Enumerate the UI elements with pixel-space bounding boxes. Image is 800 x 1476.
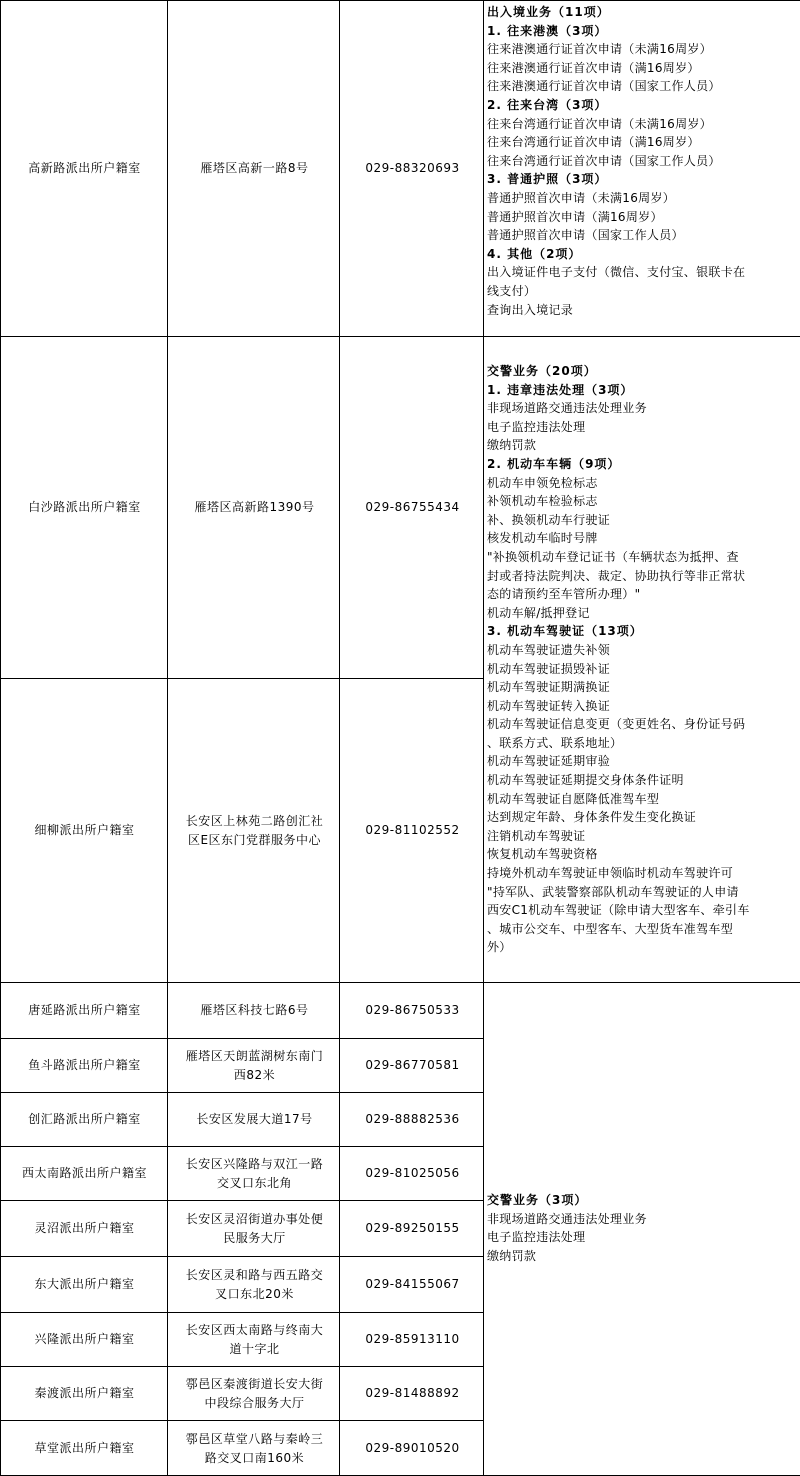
- address-cell: 长安区灵沼街道办事处便 民服务大厅: [185, 1211, 324, 1245]
- address-cell: 长安区灵和路与西五路交 叉口东北20米: [185, 1267, 324, 1301]
- address-cell: 雁塔区科技七路6号: [200, 1003, 309, 1017]
- service-item: 缴纳罚款: [487, 438, 537, 453]
- address-cell: 雁塔区天朗蓝湖树东南门 西82米: [185, 1048, 324, 1082]
- service-heading: 1. 违章违法处理（3项）: [487, 382, 634, 397]
- phone-cell: 029-86770581: [365, 1058, 460, 1072]
- service-item: 机动车驾驶证期满换证: [487, 680, 611, 695]
- service-item: 线支付）: [487, 283, 537, 298]
- station-name-cell: 兴隆派出所户籍室: [34, 1332, 135, 1346]
- service-item: 达到规定年龄、身体条件发生变化换证: [487, 810, 697, 825]
- address-cell: 长安区上林苑二路创汇社 区E区东门党群服务中心: [185, 813, 324, 847]
- service-item: 非现场道路交通违法处理业务: [487, 401, 647, 416]
- address-cell: 长安区发展大道17号: [196, 1112, 313, 1126]
- address-cell: 鄠邑区草堂八路与秦岭三 路交叉口南160米: [185, 1431, 324, 1465]
- service-item: 机动车驾驶证自愿降低准驾车型: [487, 791, 660, 806]
- station-name-cell: 灵沼派出所户籍室: [34, 1221, 135, 1235]
- service-item: "持军队、武装警察部队机动车驾驶证的人申请: [487, 884, 739, 899]
- service-item: 注销机动车驾驶证: [487, 828, 586, 843]
- service-item: 普通护照首次申请（未满16周岁）: [487, 190, 676, 205]
- phone-cell: 029-89010520: [365, 1441, 460, 1455]
- service-item: 往来台湾通行证首次申请（国家工作人员）: [487, 153, 721, 168]
- table-border: [484, 982, 800, 983]
- service-item: 非现场道路交通违法处理业务: [487, 1211, 647, 1226]
- service-item: 机动车驾驶证损毁补证: [487, 661, 611, 676]
- service-item: 出入境证件电子支付（微信、支付宝、银联卡在: [487, 265, 746, 280]
- address-cell: 长安区西太南路与终南大 道十字北: [185, 1322, 324, 1356]
- service-heading: 1. 往来港澳（3项）: [487, 23, 608, 38]
- traffic-police-services: [487, 362, 750, 957]
- service-item: 机动车驾驶证延期审验: [487, 754, 611, 769]
- service-heading: 出入境业务（11项）: [487, 5, 610, 19]
- service-item: 、联系方式、联系地址）: [487, 735, 623, 750]
- phone-cell: 029-86750533: [365, 1003, 460, 1017]
- service-item: 查询出入境记录: [487, 302, 574, 317]
- station-name-cell: 西太南路派出所户籍室: [21, 1166, 147, 1180]
- station-name-cell: 唐延路派出所户籍室: [28, 1003, 141, 1017]
- traffic-police-basic-services: [487, 1191, 647, 1265]
- phone-cell: 029-88320693: [365, 161, 460, 175]
- service-item: 电子监控违法处理: [487, 419, 586, 434]
- service-item: 往来港澳通行证首次申请（满16周岁）: [487, 60, 700, 75]
- table-border: [484, 336, 800, 337]
- station-name-cell: 白沙路派出所户籍室: [28, 500, 141, 514]
- service-heading: 2. 机动车车辆（9项）: [487, 456, 621, 471]
- phone-cell: 029-88882536: [365, 1112, 460, 1126]
- station-name-cell: 高新路派出所户籍室: [28, 161, 141, 175]
- service-item: 机动车驾驶证转入换证: [487, 698, 611, 713]
- station-name-cell: 草堂派出所户籍室: [34, 1441, 135, 1455]
- station-name-cell: 秦渡派出所户籍室: [34, 1386, 135, 1400]
- phone-cell: 029-81102552: [365, 823, 460, 837]
- station-name-cell: 鱼斗路派出所户籍室: [28, 1058, 141, 1072]
- service-heading: 4. 其他（2项）: [487, 246, 582, 261]
- station-name-cell: 创汇路派出所户籍室: [28, 1112, 141, 1126]
- service-item: 持境外机动车驾驶证申领临时机动车驾驶许可: [487, 866, 734, 881]
- service-item: "补换领机动车登记证书（车辆状态为抵押、查: [487, 549, 739, 564]
- address-cell: 鄠邑区秦渡街道长安大街 中段综合服务大厅: [185, 1376, 324, 1410]
- service-item: 缴纳罚款: [487, 1248, 537, 1263]
- service-item: 往来台湾通行证首次申请（未满16周岁）: [487, 116, 712, 131]
- service-item: 机动车驾驶证延期提交身体条件证明: [487, 773, 684, 788]
- service-item: 往来台湾通行证首次申请（满16周岁）: [487, 135, 700, 150]
- service-item: 机动车驾驶证遗失补领: [487, 642, 611, 657]
- service-item: 电子监控违法处理: [487, 1230, 586, 1245]
- phone-cell: 029-89250155: [365, 1221, 460, 1235]
- address-cell: 雁塔区高新一路8号: [200, 161, 309, 175]
- service-item: 普通护照首次申请（满16周岁）: [487, 209, 663, 224]
- service-item: 往来港澳通行证首次申请（国家工作人员）: [487, 79, 721, 94]
- service-item: 补领机动车检验标志: [487, 494, 598, 509]
- address-cell: 长安区兴隆路与双江一路 交叉口东北角: [185, 1156, 324, 1190]
- service-item: 外）: [487, 940, 512, 955]
- phone-cell: 029-81025056: [365, 1166, 460, 1180]
- service-item: 普通护照首次申请（国家工作人员）: [487, 228, 684, 243]
- service-heading: 交警业务（3项）: [487, 1193, 588, 1207]
- address-cell: 雁塔区高新路1390号: [194, 500, 315, 514]
- service-heading: 交警业务（20项）: [487, 364, 597, 378]
- phone-cell: 029-85913110: [365, 1332, 460, 1346]
- station-name-cell: 东大派出所户籍室: [34, 1277, 135, 1291]
- service-item: 恢复机动车驾驶资格: [487, 847, 598, 862]
- service-item: 封或者持法院判决、裁定、协助执行等非正常状: [487, 568, 746, 583]
- station-name-cell: 细柳派出所户籍室: [34, 823, 135, 837]
- exit-entry-services: [487, 3, 745, 319]
- service-item: 西安C1机动车驾驶证（除申请大型客车、牵引车: [487, 903, 750, 918]
- service-item: 机动车解/抵押登记: [487, 605, 590, 620]
- service-item: 机动车申领免检标志: [487, 475, 598, 490]
- service-item: 补、换领机动车行驶证: [487, 512, 611, 527]
- phone-cell: 029-86755434: [365, 500, 460, 514]
- service-heading: 3. 机动车驾驶证（13项）: [487, 624, 643, 639]
- service-item: 核发机动车临时号牌: [487, 531, 598, 546]
- phone-cell: 029-84155067: [365, 1277, 460, 1291]
- service-heading: 2. 往来台湾（3项）: [487, 97, 608, 112]
- service-heading: 3. 普通护照（3项）: [487, 172, 608, 187]
- phone-cell: 029-81488892: [365, 1386, 460, 1400]
- service-item: 态的请预约至车管所办理）": [487, 587, 641, 602]
- service-item: 机动车驾驶证信息变更（变更姓名、身份证号码: [487, 717, 746, 732]
- service-item: 、城市公交车、中型客车、大型货车准驾车型: [487, 921, 734, 936]
- service-item: 往来港澳通行证首次申请（未满16周岁）: [487, 42, 712, 57]
